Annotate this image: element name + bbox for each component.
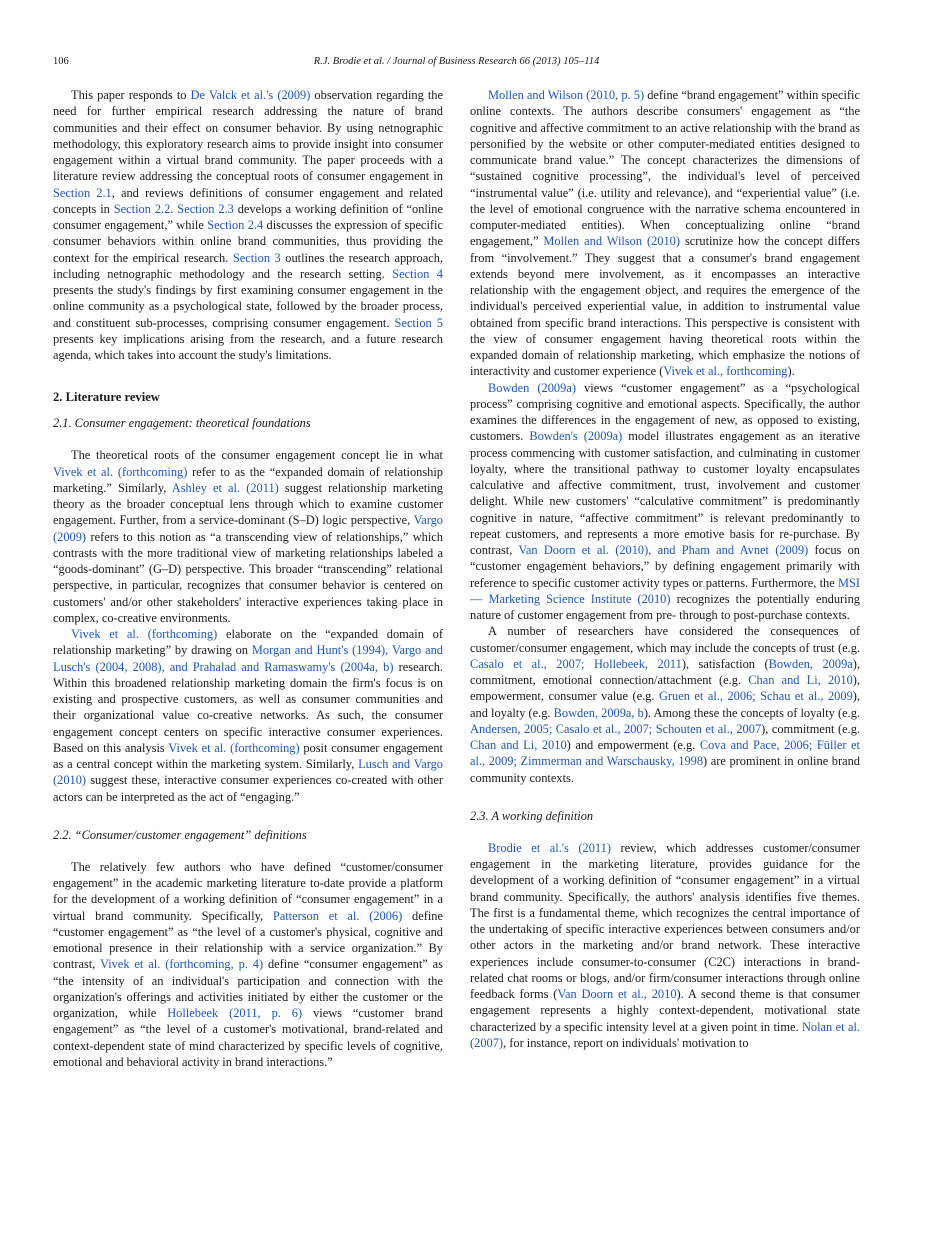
citation-link[interactable]: Vivek et al., forthcoming xyxy=(663,364,788,379)
body-text: define “customer engagement” as “the level of a customer's physical, cognitive and emotional presence in their relationship with a service organization.” By contrast, xyxy=(53,908,443,972)
citation-link[interactable]: Chan and Li, 2010 xyxy=(470,738,567,752)
paragraph xyxy=(470,380,860,624)
citation-link[interactable]: Bowden, 2009a, b xyxy=(553,705,644,720)
citation-link[interactable]: De Valck et al.'s (2009) xyxy=(190,88,311,102)
paragraph xyxy=(470,840,860,1051)
section-heading: 2. Literature review xyxy=(53,390,160,405)
citation-link[interactable]: Brodie et al.'s (2011) xyxy=(488,840,611,855)
citation-link[interactable]: Cova and Pace, 2006; Füller et al., 2009; Zimmerman and Warschausky, 1998 xyxy=(470,738,860,769)
body-text: research. Within this broadened relationship marketing domain the firm's focus is on existing and prospective customers, as well as consumer communities and their organizational value co-creative networks. As such, the consumer engagement concept centers on specific interactive consumer experiences. Based on this analysis xyxy=(53,659,443,755)
citation-link[interactable]: Morgan and Hunt's (1994), Vargo and Lusch's (2004, 2008), and Prahalad and Ramaswamy's (2004a, b) xyxy=(53,643,443,674)
paragraph xyxy=(53,859,443,1070)
body-text: ), commitment, emotional connection/attachment (e.g. xyxy=(470,656,860,687)
citation-link[interactable]: Section 3 xyxy=(232,250,281,265)
body-text: ) and empowerment (e.g. xyxy=(566,738,700,752)
citation-link[interactable]: Vivek et al. (forthcoming) xyxy=(53,464,188,479)
body-text: suggest these, interactive consumer experiences co-created with other actors can be interpreted as the act of “engaging.” xyxy=(53,773,443,804)
body-text: model illustrates engagement as an iterative process commencing with customer satisfaction, and culminating in customer loyalty, where the transitional pathway to customer loyalty encapsulates calculative and affective commitment, trust, involvement and customer delight. While new customers' “calculative commitment” is predominantly cognitive in nature, “affective commitment” is relevant predominantly to repeat customers, and represents a more emotive basis for re-purchase. By contrast, xyxy=(470,429,860,557)
paragraph xyxy=(53,87,443,363)
body-text: ), and loyalty (e.g. xyxy=(470,689,861,720)
body-text: discusses the expression of specific consumer behaviors within online brand communities, thus providing the context for the empirical research. xyxy=(53,218,443,265)
citation-link[interactable]: Van Doorn et al., 2010 xyxy=(557,987,677,1001)
body-text: ), commitment (e.g. xyxy=(761,721,860,736)
body-text: define “brand engagement” within specific online contexts. The authors describe consumers' engagement as “the cognitive and affective commitment to an active relationship with the brand as personified by the website or other computer-mediated entities designed to communicate brand value.” The concept characterizes the dimensions of “sustained cognitive processing”, the individual's level of perceived “instrumental value” (i.e. utility and relevance), and “experiential value” (i.e. the level of emotional congruence with the narrative schema encountered in computer-mediated entities). When conceptualizing online “brand engagement,” xyxy=(470,88,860,249)
paragraph xyxy=(470,623,860,786)
citation-link[interactable]: Mollen and Wilson (2010, p. 5) xyxy=(488,88,645,102)
body-text: The theoretical roots of the consumer engagement concept lie in what xyxy=(71,448,443,463)
citation-link[interactable]: MSI — Marketing Science Institute (2010) xyxy=(470,575,860,606)
paragraph xyxy=(470,87,860,380)
body-text: review, which addresses customer/consumer engagement in the marketing literature, provides guidance for the development of a working definition of “consumer engagement” in a virtual brand community. Specifically, the authors' analysis identifies five themes. The first is a fundamental theme, which recognizes the central importance of the undertaking of specific interactive experiences between consumers and/or other actors in the marketing and/or brand network. These interactive experiences include consumer-to-consumer (C2C) interactions in brand-related chat rooms or blogs, and/or firm/consumer interactions through online feedback forms ( xyxy=(470,840,860,1001)
right-column xyxy=(470,87,860,1051)
body-text: define “consumer engagement” as “the intensity of an individual's participation and connection with the organization's offerings and activities initiated by either the customer or the organization, while xyxy=(53,957,443,1020)
body-text: . xyxy=(170,201,178,216)
citation-link[interactable]: Section 2.3 xyxy=(177,201,234,216)
body-text: A number of researchers have considered the consequences of customer/consumer engagement, which may include the concepts of trust (e.g. xyxy=(470,624,860,655)
body-text: ), satisfaction ( xyxy=(681,656,769,671)
body-text: , for instance, report on individuals' motivation to xyxy=(503,1035,749,1050)
running-header xyxy=(53,56,860,72)
citation-link[interactable]: Section 2.2 xyxy=(113,201,171,216)
body-text: The relatively few authors who have defined “customer/consumer engagement” in the academic marketing literature to-date provide a platform for the development of a working definition of “consumer engagement” in a virtual brand community. Specifically, xyxy=(53,859,443,923)
subsection-heading: 2.2. “Consumer/customer engagement” definitions xyxy=(53,827,307,842)
citation-link[interactable]: Andersen, 2005; Casalo et al., 2007; Schouten et al., 2007 xyxy=(470,721,762,736)
citation-link[interactable]: Ashley et al. (2011) xyxy=(171,480,279,495)
citation-link[interactable]: Hollebeek (2011, p. 6) xyxy=(167,1006,303,1020)
subsection-heading: 2.3. A working definition xyxy=(470,808,594,823)
citation-link[interactable]: Section 4 xyxy=(392,266,443,281)
subsection-heading: 2.1. Consumer engagement: theoretical foundations xyxy=(53,416,311,431)
citation-link[interactable]: Casalo et al., 2007; Hollebeek, 2011 xyxy=(470,656,682,671)
left-column xyxy=(53,87,443,1070)
body-text: ). Among these the concepts of loyalty (e.g. xyxy=(643,705,860,720)
body-text: views “customer engagement” as a “psychological process” comprising cognitive and emotional aspects. Specifically, the author examines the differences in the engagement of new, as opposed to existing, customers. xyxy=(470,380,860,444)
body-text: develops a working definition of “online consumer engagement,” while xyxy=(53,201,443,232)
citation-link[interactable]: Gruen et al., 2006; Schau et al., 2009 xyxy=(658,689,853,704)
citation-link[interactable]: Chan and Li, 2010 xyxy=(748,673,853,687)
citation-link[interactable]: Bowden's (2009a) xyxy=(529,429,623,444)
citation-link[interactable]: Vivek et al. (forthcoming) xyxy=(168,740,300,755)
running-head: R.J. Brodie et al. / Journal of Business Research 66 (2013) 105–114 xyxy=(313,56,600,67)
body-text: views “customer brand engagement” as “the level of a customer's motivational, brand-related and context-dependent state of mind characterized by specific levels of cognitive, emotional and behavioral activity in brand interactions.” xyxy=(53,1006,443,1069)
paragraph xyxy=(53,626,443,805)
body-text: suggest relationship marketing theory as the broader conceptual lens through which to examine customer engagement. Further, from a service-dominant (S–D) logic perspective, xyxy=(53,480,443,528)
body-text: scrutinize how the concept differs from “involvement.” They suggest that a consumer's brand engagement extends beyond mere involvement, as it encompasses an interactive relationship with the engagement object, and requires the emergence of the individual's perceived experiential value, in addition to instrumental value obtained from specific brand interactions. This perspective is consistent with the view of consumer engagement having theoretical roots within the expanded domain of relationship marketing, which emphasize the notions of interactivity and customer experience ( xyxy=(470,234,860,379)
citation-link[interactable]: Mollen and Wilson (2010) xyxy=(543,234,681,249)
citation-link[interactable]: Bowden (2009a) xyxy=(488,380,576,395)
citation-link[interactable]: Lusch and Vargo (2010) xyxy=(53,757,443,788)
body-text: ) are prominent in online brand community contexts. xyxy=(470,754,860,785)
body-text: refers to this notion as “a transcending view of relationships,” which contrasts with the more traditional view of marketing relationships labeled a “goods-dominant” (G–D) perspective. This broader “transcending” relational perspective, in particular, recognizes that consumer behavior is centered on customers' and/or other stakeholders' interactive experiences taking place in complex, co-creative environments. xyxy=(53,529,443,625)
citation-link[interactable]: Vivek et al. (forthcoming, p. 4) xyxy=(100,957,264,972)
body-text: posit consumer engagement as a central concept within the marketing system. Similarly, xyxy=(53,740,443,771)
page-number: 106 xyxy=(53,56,69,67)
body-text: observation regarding the need for further empirical research addressing the nature of brand communities and their effect on consumer behavior. By using netnographic methodology, this exploratory research aims to provide insight into consumer engagement within a virtual brand community. The paper proceeds with a literature review addressing the conceptual roots of consumer engagement in xyxy=(53,88,444,184)
citation-link[interactable]: Vivek et al. (forthcoming) xyxy=(71,627,218,641)
citation-link[interactable]: Section 5 xyxy=(394,315,443,330)
body-text: focus on “customer engagement behaviors,” by defining engagement primarily with reference to specific customer activity types or patterns. Furthermore, the xyxy=(470,543,860,590)
body-text: , and reviews definitions of consumer engagement and related concepts in xyxy=(53,185,444,216)
citation-link[interactable]: Section 2.1 xyxy=(53,185,112,200)
body-text: presents the study's findings by first examining consumer engagement in the online community as a psychological state, followed by the broader process, and constituent sub-processes, comprising consumer engagement. xyxy=(53,283,443,330)
body-text: outlines the research approach, including netnographic methodology and the research setting. xyxy=(53,250,443,281)
body-text: ), empowerment, consumer value (e.g. xyxy=(470,673,861,704)
body-text: refer to as the “expanded domain of relationship marketing.” Similarly, xyxy=(53,464,443,495)
body-text: elaborate on the “expanded domain of relationship marketing” by drawing on xyxy=(53,627,443,658)
citation-link[interactable]: Nolan et al. (2007) xyxy=(470,1019,860,1050)
citation-link[interactable]: Section 2.4 xyxy=(207,218,264,232)
citation-link[interactable]: Vargo (2009) xyxy=(53,513,443,544)
body-text: ). A second theme is that consumer engagement represents a highly context-dependent, motivational state characterized by a specific intensity level at a given point in time. xyxy=(470,987,860,1034)
citation-link[interactable]: Van Doorn et al. (2010), and Pham and Avnet (2009) xyxy=(518,543,809,557)
citation-link[interactable]: Patterson et al. (2006) xyxy=(272,908,403,923)
body-text: This paper responds to xyxy=(71,88,191,102)
body-text: ). xyxy=(787,364,795,379)
body-text: presents key implications arising from the research, and a future research agenda, which takes into account the study's limitations. xyxy=(53,331,443,362)
paragraph xyxy=(53,447,443,626)
citation-link[interactable]: Bowden, 2009a xyxy=(768,656,853,671)
body-text: recognizes the potentially enduring nature of customer engagement from pre- through to post-purchase contexts. xyxy=(470,591,860,622)
